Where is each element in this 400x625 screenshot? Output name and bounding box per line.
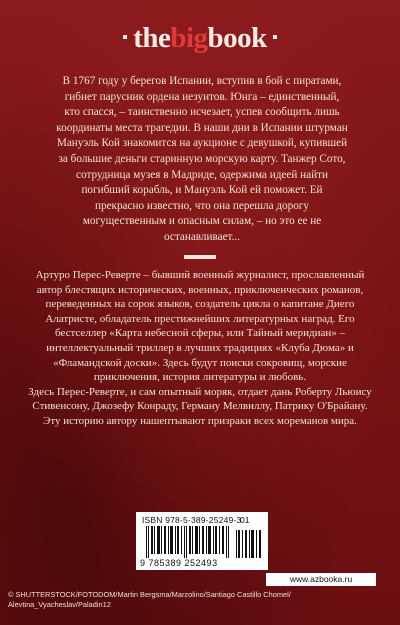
barcode-digits: 9 785389 252493 (140, 558, 218, 568)
barcode-addon-icon (236, 526, 262, 558)
publisher-website: www.azbooka.ru (266, 573, 376, 586)
book-blurb (56, 74, 348, 246)
publisher-logo (0, 22, 400, 54)
isbn-addon-label: 01 (240, 515, 250, 525)
author-bio-paragraph-1: Артуро Перес-Реверте – бывший военный журналист, прославленный автор блестящих исторических, военных, приключенческих романов, переведенных на сорок языков, создатель цикла о капитане Диего Алатристе, обладатель престижнейших литературных наград. Его бестселлер «Карта небесной сферы, или Тайный меридиан» – интеллектуальный триллер в лучших традициях «Клуба Дюма» и «Фламандской доски». Здесь будут поиски сокровищ, морские приключения, история литературы и любовь. (35, 269, 365, 384)
section-divider (184, 255, 216, 259)
logo-the: the (133, 22, 171, 54)
logo-dot-right (273, 35, 277, 39)
logo-dot-left (123, 35, 127, 39)
isbn-label: ISBN 978-5-389-25249-3 (142, 515, 242, 525)
logo-book: book (207, 22, 267, 54)
author-bio-paragraph-2: Здесь Перес-Реверте, и сам опытный моряк, отдает дань Роберту Льюису Стивенсону, Джозефу Конраду, Герману Мелвиллу, Патрику О'Брайану. Эту историю автору нашептывают призраки всех мореманов мира. (28, 385, 372, 427)
barcode-icon (146, 526, 230, 558)
author-bio (24, 268, 376, 429)
image-credits: © SHUTTERSTOCK/FOTODOM/Martin Bergsma/Marzolino/Santiago Castillo Chomel/ Alevtina_Vyacheslav/Paladin12 (8, 590, 291, 609)
blurb-paragraph: В 1767 году у берегов Испании, вступив в бой с пиратами, гибнет парусник ордена иезуитов. Юнга – единственный, кто спасся, – таинственно исчезает, успев сообщить лишь координаты места трагедии. В наши дни в Испании штурман Мануэль Кой знакомится на аукционе с девушкой, купившей за большие деньги старинную морскую карту. Танжер Сото, сотрудница музея в Мадриде, одержима идеей найти погибший корабль, и Мануэль Кой ей поможет. Ей прекрасно известно, что она перешла дорогу могущественным и опасным силам, – но это ее не останавливает... (56, 75, 348, 243)
isbn-barcode-block (136, 512, 268, 570)
logo-big: big (170, 22, 208, 54)
